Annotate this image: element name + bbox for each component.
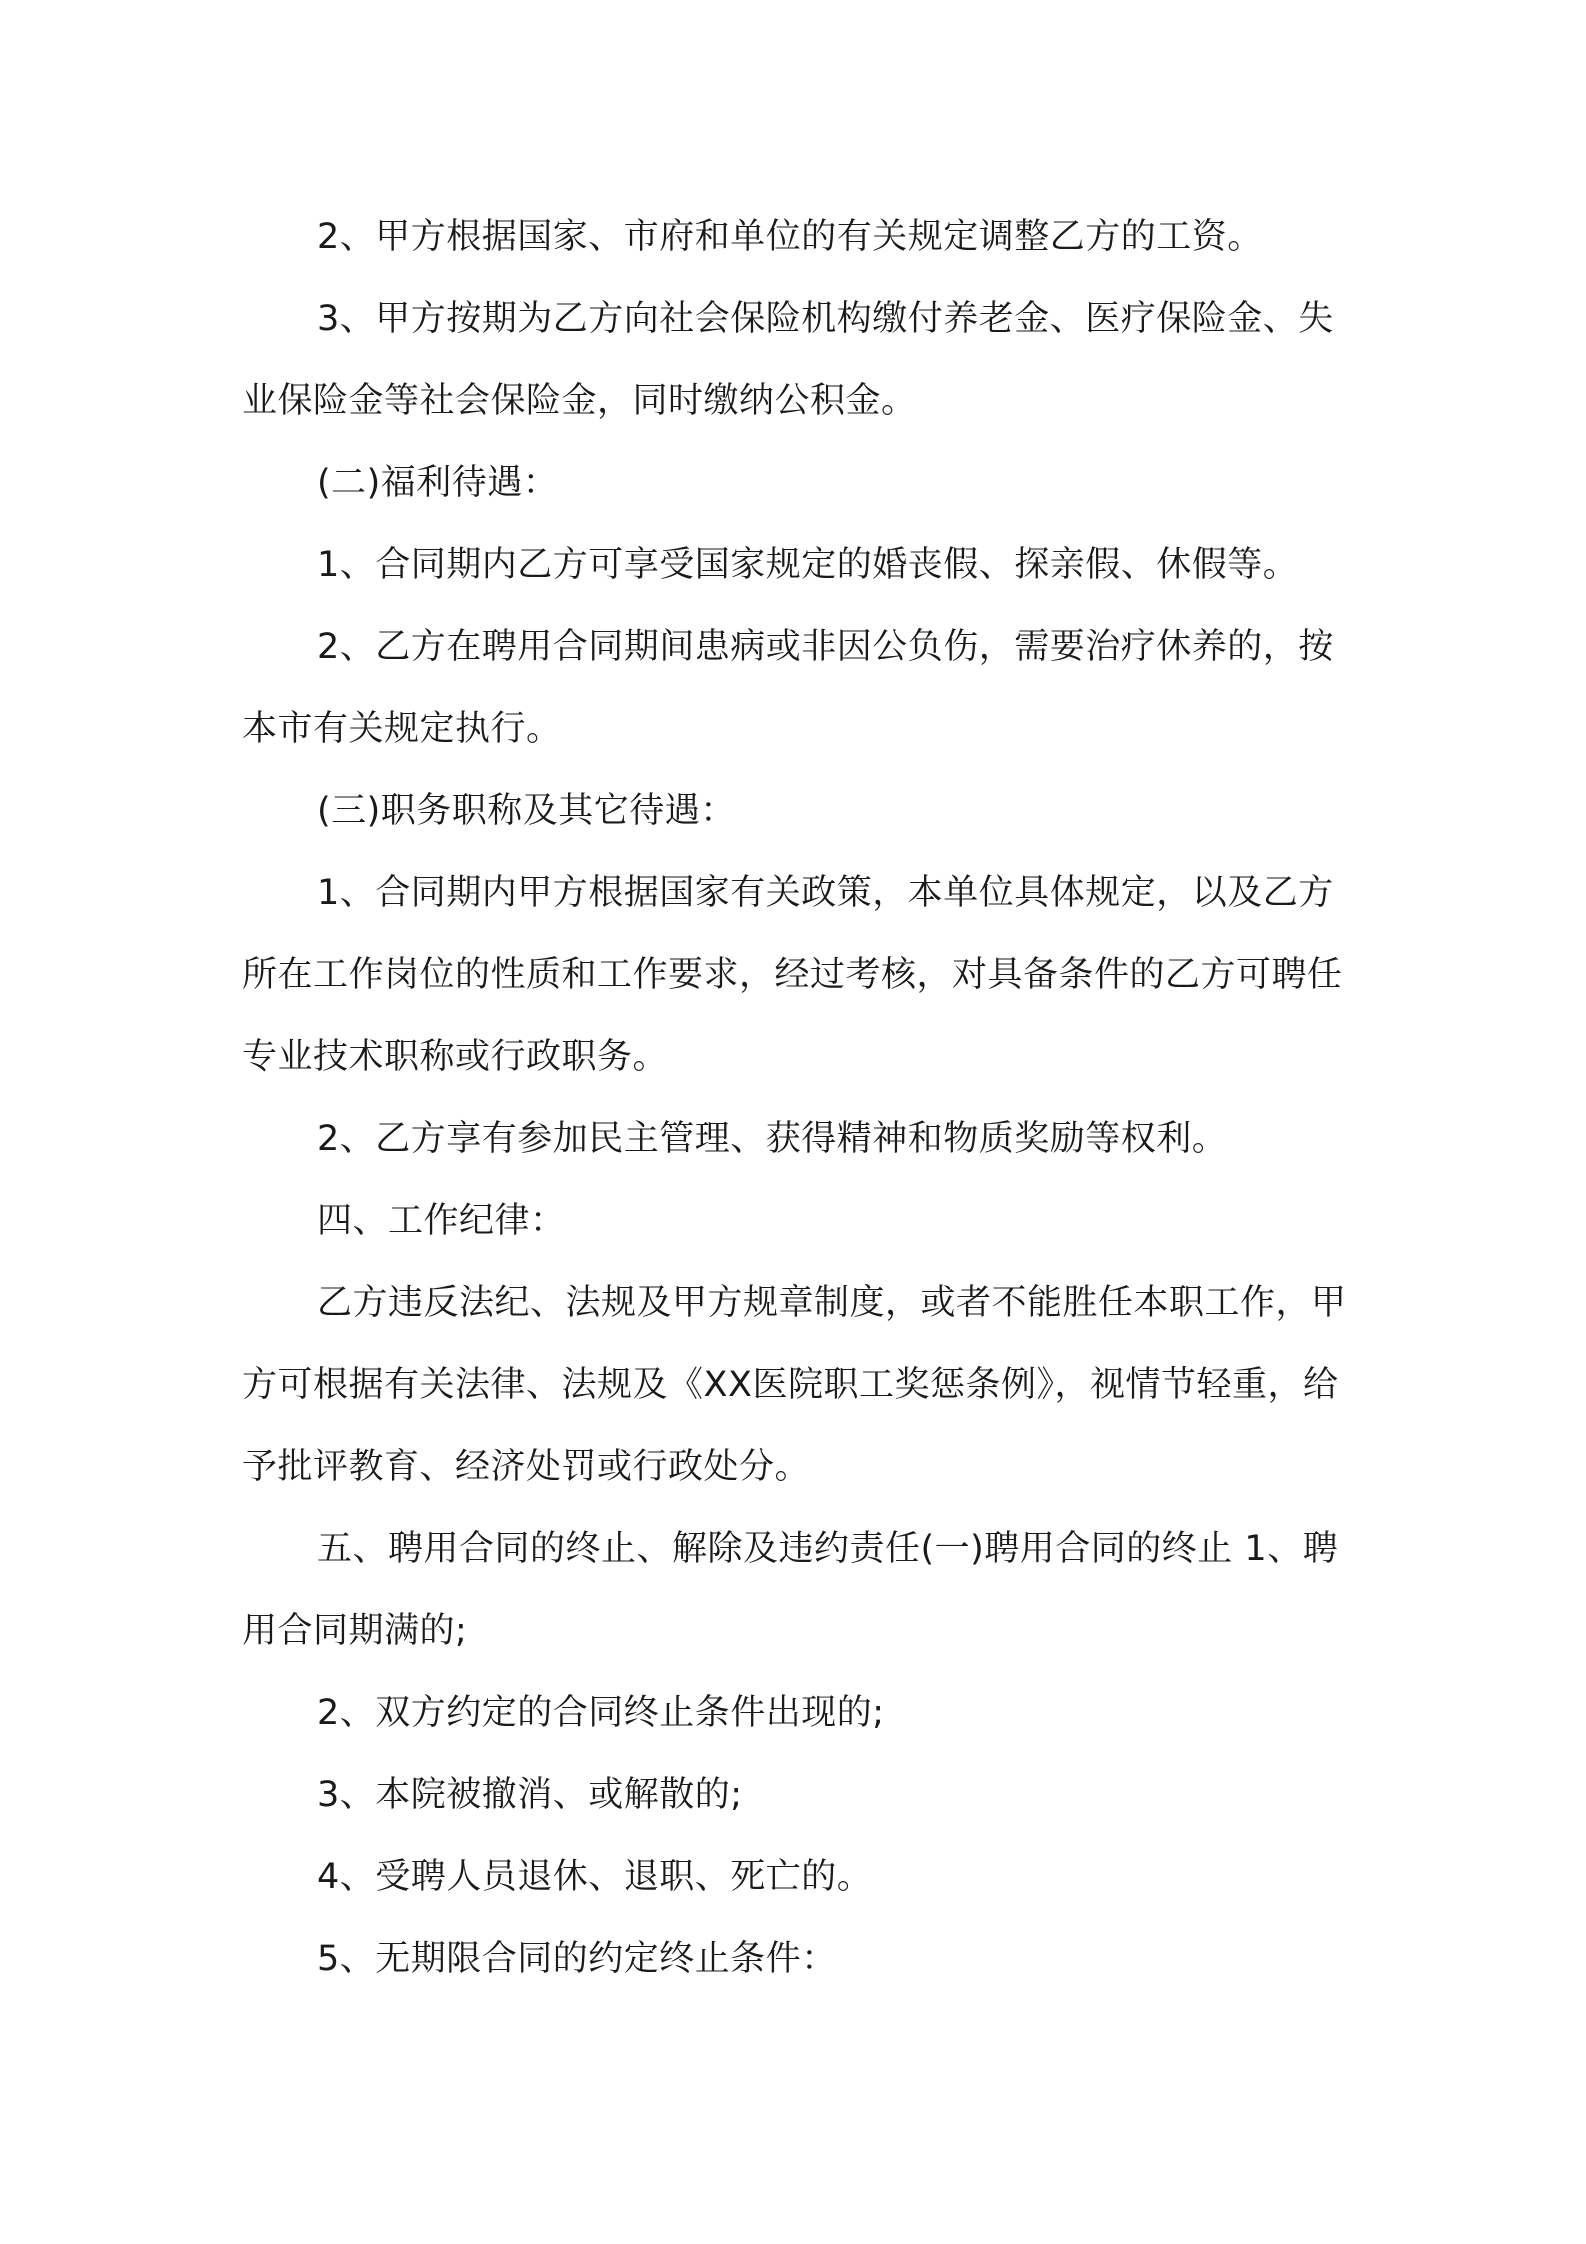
paragraph-termination-2: 2、双方约定的合同终止条件出现的; bbox=[317, 1693, 885, 1733]
paragraph-leave: 1、合同期内乙方可享受国家规定的婚丧假、探亲假、休假等。 bbox=[317, 545, 1299, 585]
paragraph-appointment: 1、合同期内甲方根据国家有关政策，本单位具体规定，以及乙方所在工作岗位的性质和工作要求，经过考核，对具备条件的乙方可聘任专业技术职称或行政职务。 bbox=[242, 873, 1343, 1077]
paragraph-termination-4: 4、受聘人员退休、退职、死亡的。 bbox=[317, 1857, 873, 1897]
paragraph-rights: 2、乙方享有参加民主管理、获得精神和物质奖励等权利。 bbox=[317, 1119, 1228, 1159]
heading-termination: 五、聘用合同的终止、解除及违约责任(一)聘用合同的终止 1、聘用合同期满的; bbox=[242, 1529, 1339, 1651]
paragraph-salary-adjust: 2、甲方根据国家、市府和单位的有关规定调整乙方的工资。 bbox=[317, 217, 1263, 257]
paragraph-sick-leave: 2、乙方在聘用合同期间患病或非因公负伤，需要治疗休养的，按本市有关规定执行。 bbox=[242, 627, 1334, 749]
paragraph-discipline: 乙方违反法纪、法规及甲方规章制度，或者不能胜任本职工作，甲方可根据有关法律、法规及《XX医院职工奖惩条例》，视情节轻重，给予批评教育、经济处罚或行政处分。 bbox=[242, 1283, 1347, 1487]
document-body bbox=[242, 196, 1362, 2000]
heading-welfare: (二)福利待遇： bbox=[317, 463, 559, 503]
heading-title-position: (三)职务职称及其它待遇： bbox=[317, 791, 736, 831]
paragraph-termination-5: 5、无期限合同的约定终止条件： bbox=[317, 1939, 837, 1979]
heading-discipline: 四、工作纪律： bbox=[317, 1201, 566, 1241]
paragraph-termination-3: 3、本院被撤消、或解散的; bbox=[317, 1775, 743, 1815]
paragraph-social-insurance: 3、甲方按期为乙方向社会保险机构缴付养老金、医疗保险金、失业保险金等社会保险金，同时缴纳公积金。 bbox=[242, 299, 1334, 421]
